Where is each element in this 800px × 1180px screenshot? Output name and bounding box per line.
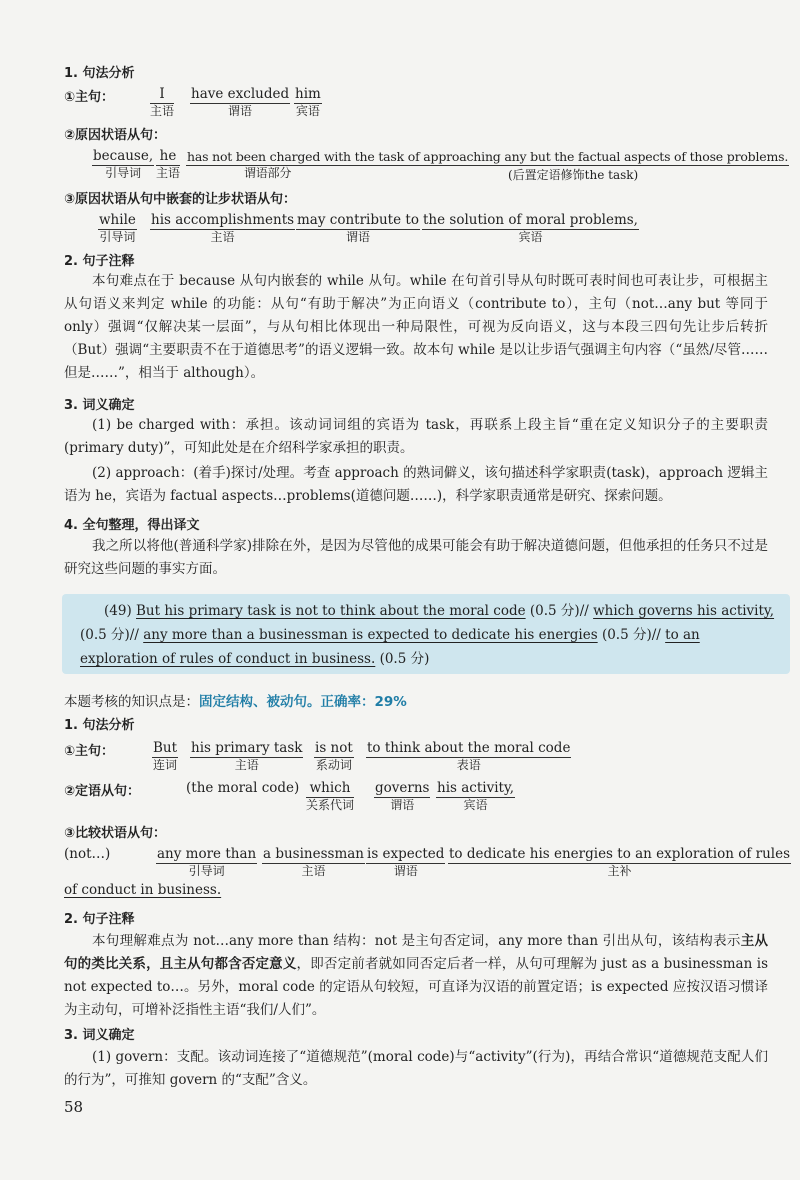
segment	[156, 148, 180, 181]
question-part-3: any more than a businessman is expected to dedicate his energies	[143, 627, 598, 643]
question-49-text	[80, 599, 776, 671]
score-4: (0.5 分)	[379, 651, 430, 667]
segment-role: 宾语	[295, 104, 320, 118]
vocab-text: (1) govern：支配。该动词连接了“道德规范”(moral code)与“activity”(行为)，再结合常识“道德规范支配人们的行为”，可推知 govern 的“支配”含义。	[64, 1049, 768, 1088]
segment-role: 谓语	[228, 104, 253, 118]
segment-text: his accomplishments	[151, 212, 295, 228]
notes-paragraph-2	[64, 930, 768, 1022]
segment	[436, 780, 515, 813]
segment-text: which	[306, 780, 354, 798]
segment-role: 谓语	[393, 864, 418, 878]
segment	[306, 780, 354, 813]
segment-text: his primary task	[191, 740, 303, 756]
segment-text: he	[156, 148, 180, 166]
section-heading-vocab-1: 3. 词义确定	[64, 398, 135, 413]
segment	[366, 740, 571, 773]
segment-text: him	[295, 86, 321, 102]
segment-text: the solution of moral problems,	[423, 212, 638, 228]
notes-text: 本句难点在于 because 从句内嵌套的 while 从句。while 在句首引导从句时既可表时间也可表让步，可根据主从句语义来判定 while 的功能：从句“有助于解决”为正向语义（contribute to），主句（not…any but 等同于 only）强调“仅解决某一层面”，与从句相比体现出一种局限性，可视为反向语义，这与本段三四句先让步后转折（But）强调“主要职责不在于道德思考”的语义逻辑一致。故本句 while 是以让步语气强调主句内容（“虽然/尽管……但是……”，相当于 although）。	[64, 273, 768, 381]
segment-text: have excluded	[191, 86, 290, 102]
vocab-paragraph-3	[64, 1046, 768, 1092]
segment	[190, 740, 303, 773]
attributive-clause-label: ②定语从句：	[64, 784, 141, 799]
segment-text: his activity,	[437, 780, 515, 796]
segment-text: any more than	[157, 846, 257, 862]
comparative-continuation-text: of conduct in business.	[64, 882, 222, 898]
segment-role: 主补	[607, 864, 632, 878]
segment	[92, 148, 154, 181]
segment-text: a businessman	[263, 846, 365, 862]
segment	[448, 846, 791, 879]
segment-text: is expected	[367, 846, 445, 862]
section-heading-notes-2: 2. 句子注释	[64, 912, 135, 927]
segment-role: 连词	[153, 758, 178, 772]
segment-role: 宾语	[463, 798, 488, 812]
segment-role: 主语	[210, 230, 235, 244]
section-heading-translation: 4. 全句整理，得出译文	[64, 518, 200, 533]
segment-role: 引导词	[105, 166, 142, 180]
comparative-clause-label: ③比较状语从句：	[64, 826, 167, 841]
translation-paragraph	[64, 535, 768, 581]
section-heading-notes-1: 2. 句子注释	[64, 254, 135, 269]
vocab-text: (2) approach：(着手)探讨/处理。考查 approach 的熟词僻义，该句描述科学家职责(task)，approach 逻辑主语为 he，宾语为 factual aspects…problems(道德问题……)，科学家职责通常是研究、探索问题。	[64, 465, 768, 504]
question-part-4b: exploration of rules of conduct in business.	[80, 651, 376, 667]
attributive-antecedent: (the moral code)	[186, 780, 300, 796]
segment-role: 主语	[156, 166, 181, 180]
section-heading-syntax-1: 1. 句法分析	[64, 66, 135, 81]
segment	[150, 212, 295, 245]
segment-role: 主语	[301, 864, 326, 878]
segment-role: 引导词	[99, 230, 136, 244]
segment	[422, 212, 639, 245]
notes-text-b: ，即否定前者就如同否定后者一样，从句可理解为 just as a businessman is not expected to…。另外，moral code 的定语从句较短，可直译为汉语的前置定语；is expected 应按汉语习惯译为主动句，可增补泛指性主语“我们/人们”。	[64, 956, 768, 1018]
segment	[314, 740, 354, 773]
notes-text-a: 本句理解难点为 not…any more than 结构：not 是主句否定词，any more than 引出从句，该结构表示	[92, 933, 741, 949]
segment-text: is not	[315, 740, 353, 756]
segment-role: 系动词	[315, 758, 352, 772]
question-part-4a: to an	[665, 627, 700, 643]
notes-text	[64, 930, 768, 1022]
score-3: (0.5 分)//	[601, 627, 661, 643]
segment	[366, 846, 445, 879]
translation-text: 我之所以将他(普通科学家)排除在外，是因为尽管他的成果可能会有助于解决道德问题，但他承担的任务只不过是研究这些问题的事实方面。	[64, 538, 768, 577]
segment-text: I	[150, 86, 174, 104]
knowledge-points-prefix: 本题考核的知识点是：	[64, 694, 199, 710]
segment-text: to think about the moral code	[367, 740, 571, 756]
segment-text: has not been charged with the task of approaching any but the factual aspects of those problems.	[187, 149, 789, 164]
comparative-prefix: (not…)	[64, 846, 111, 862]
question-part-2: which governs his activity,	[593, 603, 775, 619]
score-2: (0.5 分)//	[80, 627, 139, 643]
segment	[294, 86, 322, 119]
segment-role: 主语	[234, 758, 259, 772]
segment	[262, 846, 365, 879]
segment-role: 谓语部分	[244, 166, 292, 180]
page-number: 58	[64, 1098, 84, 1116]
segment-text: may contribute to	[297, 212, 419, 228]
segment-role: 表语	[456, 758, 481, 772]
segment	[374, 780, 430, 813]
cause-clause-label: ②原因状语从句：	[64, 128, 167, 143]
question-part-1: But his primary task is not to think about the moral code	[136, 603, 526, 619]
knowledge-points-value: 固定结构、被动句。正确率：29%	[199, 694, 407, 710]
notes-text-bold: 主从句的类比关系，且主从句都含否定意义	[64, 933, 768, 972]
segment-text: governs	[375, 780, 430, 796]
section-heading-syntax-2: 1. 句法分析	[64, 718, 135, 733]
comparative-continuation	[64, 882, 221, 899]
main-clause-label-2: ①主句：	[64, 744, 115, 759]
segment	[150, 86, 174, 119]
section-heading-vocab-2: 3. 词义确定	[64, 1028, 135, 1043]
segment	[152, 740, 178, 773]
segment	[296, 212, 420, 245]
segment-role: 关系代词	[306, 798, 355, 812]
knowledge-points-line	[64, 690, 407, 710]
score-1: (0.5 分)//	[529, 603, 589, 619]
segment	[186, 148, 789, 181]
question-49-box	[62, 594, 790, 674]
question-number: (49)	[104, 603, 132, 619]
segment	[98, 212, 137, 245]
segment-role: 谓语	[390, 798, 415, 812]
notes-paragraph-1	[64, 270, 768, 385]
segment-text: But	[153, 740, 178, 756]
main-clause-label-1: ①主句：	[64, 90, 115, 105]
vocab-text: (1) be charged with：承担。该动词词组的宾语为 task，再联系上段主旨“重在定义知识分子的主要职责(primary duty)”，可知此处是在介绍科学家承担的职责。	[64, 417, 768, 456]
vocab-paragraph-2	[64, 462, 768, 508]
cause-clause-note: (后置定语修饰the task)	[508, 168, 639, 182]
segment	[156, 846, 257, 879]
segment-text: while	[99, 212, 136, 228]
segment-text: to dedicate his energies to an exploration of rules	[449, 846, 791, 862]
segment-role: 宾语	[518, 230, 543, 244]
segment-text: because,	[93, 148, 154, 164]
concessive-clause-label: ③原因状语从句中嵌套的让步状语从句：	[64, 192, 297, 207]
segment-role: 主语	[150, 104, 175, 118]
segment-role: 谓语	[345, 230, 370, 244]
vocab-paragraph-1	[64, 414, 768, 460]
segment	[190, 86, 290, 119]
segment-role: 引导词	[188, 864, 225, 878]
